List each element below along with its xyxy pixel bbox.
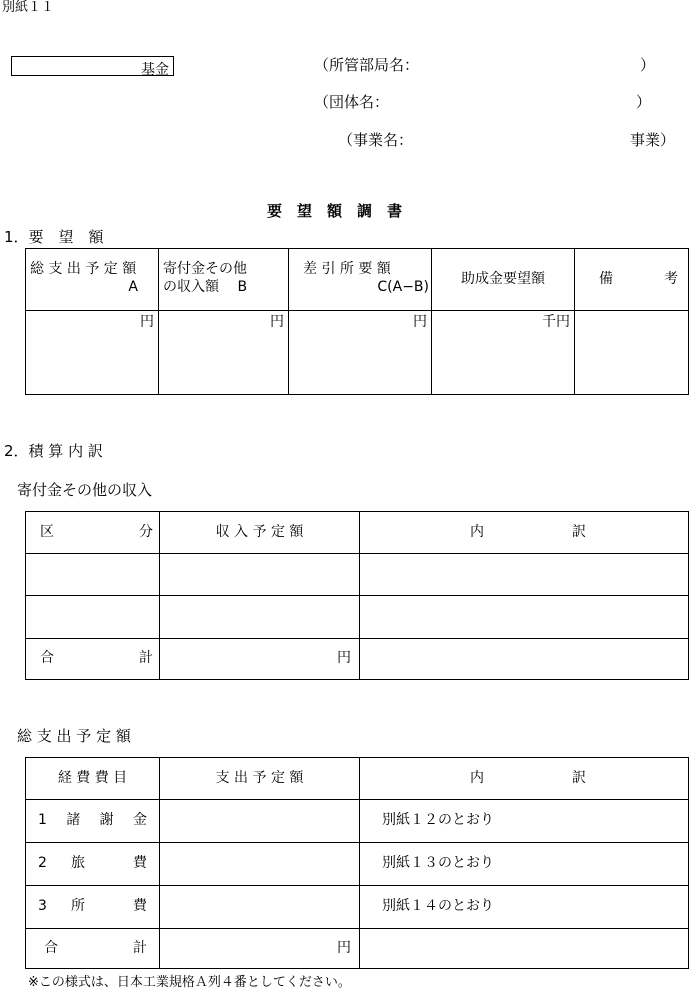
expense-item-cell bbox=[26, 800, 160, 843]
income-total-right: 計 bbox=[139, 650, 153, 667]
col-remarks-header bbox=[575, 249, 689, 311]
income-category-cell[interactable] bbox=[26, 554, 160, 596]
income-detail-right: 訳 bbox=[572, 523, 586, 540]
expense-amount-cell[interactable] bbox=[160, 800, 360, 843]
col-other-income-header bbox=[159, 249, 289, 311]
expense-amount-cell[interactable] bbox=[160, 843, 360, 886]
col-required-amount-line2: C(A−B) bbox=[377, 278, 429, 295]
section1-heading: 1．要 望 額 bbox=[4, 228, 104, 246]
expense-item-cell bbox=[26, 843, 160, 886]
expense-item-name-c: 費 bbox=[132, 855, 147, 872]
expense-detail-text: 別紙１４のとおり bbox=[382, 898, 494, 915]
section2-heading: 2．積 算 内 訳 bbox=[4, 442, 103, 460]
expense-item-number: 3 bbox=[38, 898, 47, 915]
income-total-left: 合 bbox=[40, 650, 54, 667]
expense-total-label bbox=[26, 929, 160, 969]
expense-detail-text: 別紙１２のとおり bbox=[382, 812, 494, 829]
income-total-detail[interactable] bbox=[360, 639, 689, 680]
col-total-expenditure-line1: 総 支 出 予 定 額 bbox=[30, 261, 137, 277]
col-remarks-right: 考 bbox=[664, 270, 678, 287]
expense-detail-text: 別紙１３のとおり bbox=[382, 855, 494, 872]
income-detail-cell[interactable] bbox=[360, 596, 689, 639]
expense-table bbox=[25, 757, 689, 969]
organization-label: （団体名： bbox=[314, 93, 390, 111]
expense-item-number: 1 bbox=[38, 812, 47, 829]
income-heading: 寄付金その他の収入 bbox=[17, 481, 153, 499]
col-total-expenditure-header bbox=[26, 249, 159, 311]
expense-item-cell bbox=[26, 886, 160, 929]
fund-name-box bbox=[11, 56, 174, 76]
col-required-amount-header bbox=[289, 249, 432, 311]
expense-item-name-a: 所 bbox=[70, 898, 85, 915]
required-amount-cell[interactable]: 円 bbox=[289, 311, 432, 395]
project-label: （事業名： bbox=[338, 131, 414, 149]
expense-detail-left: 内 bbox=[470, 769, 484, 786]
attachment-label: 別紙１１ bbox=[2, 0, 55, 15]
project-suffix: 事業） bbox=[630, 131, 676, 149]
income-total-amount[interactable]: 円 bbox=[160, 639, 360, 680]
organization-close: ） bbox=[636, 93, 652, 111]
col-other-income-line1: 寄付金その他 bbox=[163, 261, 247, 277]
expense-detail-cell bbox=[360, 800, 689, 843]
expense-row bbox=[26, 886, 689, 929]
total-expenditure-cell[interactable]: 円 bbox=[26, 311, 159, 395]
expense-heading: 総 支 出 予 定 額 bbox=[17, 727, 131, 745]
income-category-cell[interactable] bbox=[26, 596, 160, 639]
expense-item-name-c: 費 bbox=[132, 898, 147, 915]
income-amount-cell[interactable] bbox=[160, 596, 360, 639]
income-table bbox=[25, 511, 689, 680]
expense-detail-cell bbox=[360, 886, 689, 929]
grant-request-cell[interactable]: 千円 bbox=[432, 311, 575, 395]
request-amount-table bbox=[25, 248, 689, 395]
expense-item-header: 経 費 費 目 bbox=[26, 758, 160, 800]
expense-detail-right: 訳 bbox=[572, 769, 586, 786]
income-category-left: 区 bbox=[40, 523, 54, 540]
col-remarks-left: 備 bbox=[599, 270, 613, 287]
request-amount-row bbox=[26, 311, 689, 395]
expense-row bbox=[26, 843, 689, 886]
col-other-income-line2: の収入額 B bbox=[163, 278, 248, 295]
expense-detail-cell bbox=[360, 843, 689, 886]
expense-total-detail[interactable] bbox=[360, 929, 689, 969]
expense-total-amount[interactable]: 円 bbox=[160, 929, 360, 969]
income-row bbox=[26, 596, 689, 639]
expense-item-name-a: 旅 bbox=[70, 855, 85, 872]
income-category-header bbox=[26, 512, 160, 554]
income-detail-header bbox=[360, 512, 689, 554]
expense-item-name-a: 諸 bbox=[66, 812, 81, 829]
department-label: （所管部局名： bbox=[314, 56, 420, 74]
department-close: ） bbox=[640, 56, 656, 74]
footnote: ※この様式は、日本工業規格Ａ列４番としてください。 bbox=[28, 975, 351, 990]
expense-item-number: 2 bbox=[38, 855, 47, 872]
income-amount-header: 収 入 予 定 額 bbox=[160, 512, 360, 554]
expense-detail-header bbox=[360, 758, 689, 800]
income-detail-left: 内 bbox=[470, 523, 484, 540]
col-required-amount-line1: 差 引 所 要 額 bbox=[303, 261, 391, 277]
expense-total-left: 合 bbox=[44, 939, 58, 956]
income-total-row bbox=[26, 639, 689, 680]
other-income-cell[interactable]: 円 bbox=[159, 311, 289, 395]
col-grant-request-label: 助成金要望額 bbox=[461, 270, 545, 287]
expense-item-name-c: 金 bbox=[133, 812, 147, 829]
income-detail-cell[interactable] bbox=[360, 554, 689, 596]
document-title: 要 望 額 調 書 bbox=[267, 202, 403, 220]
expense-total-row bbox=[26, 929, 689, 969]
remarks-cell[interactable] bbox=[575, 311, 689, 395]
income-category-right: 分 bbox=[139, 523, 153, 540]
expense-row bbox=[26, 800, 689, 843]
income-total-label bbox=[26, 639, 160, 680]
income-amount-cell[interactable] bbox=[160, 554, 360, 596]
expense-amount-header: 支 出 予 定 額 bbox=[160, 758, 360, 800]
col-grant-request-header bbox=[432, 249, 575, 311]
expense-amount-cell[interactable] bbox=[160, 886, 360, 929]
income-row bbox=[26, 554, 689, 596]
expense-total-right: 計 bbox=[133, 939, 147, 956]
fund-label: 基金 bbox=[141, 62, 169, 78]
col-total-expenditure-line2: A bbox=[128, 278, 138, 295]
expense-item-name-b: 謝 bbox=[99, 812, 114, 829]
